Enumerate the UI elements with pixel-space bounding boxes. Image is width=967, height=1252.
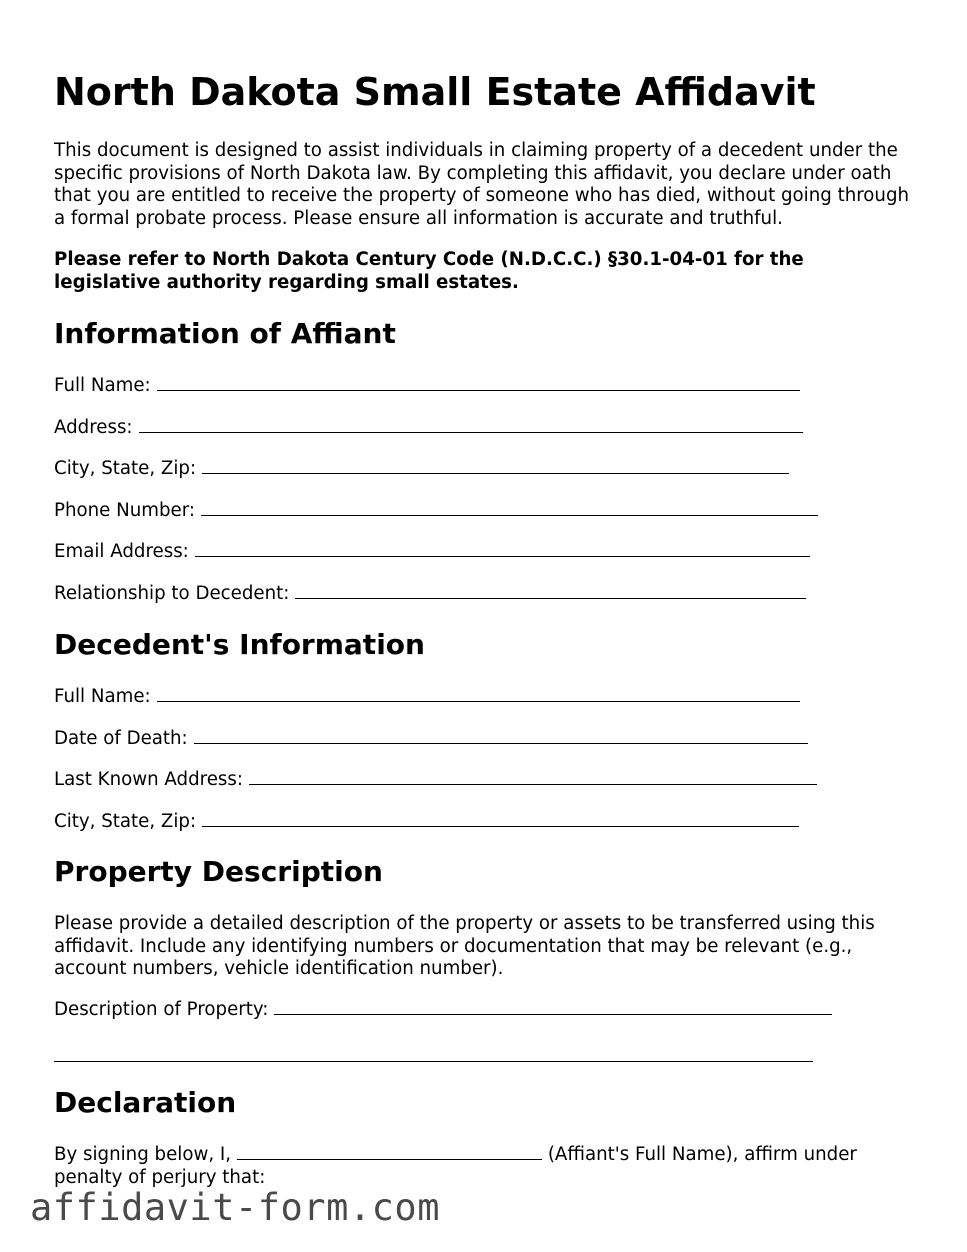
field-blank-line[interactable] <box>194 728 808 744</box>
property-description-field[interactable] <box>54 998 832 1022</box>
declaration-prefix: By signing below, I, <box>54 1144 232 1165</box>
affiant-relationship-field[interactable] <box>54 582 806 606</box>
decedent-full-name-field[interactable] <box>54 685 800 709</box>
field-blank-line[interactable] <box>249 769 817 785</box>
field-blank-line[interactable] <box>139 417 803 433</box>
field-blank-line[interactable] <box>195 541 810 557</box>
document-title: North Dakota Small Estate Affidavit <box>54 70 816 114</box>
declaration-section-heading: Declaration <box>54 1086 237 1119</box>
property-description-continuation-line[interactable] <box>54 1060 813 1062</box>
decedent-date-of-death-field[interactable] <box>54 727 808 751</box>
field-label: Description of Property: <box>54 999 269 1020</box>
affiant-name-blank-line[interactable] <box>237 1144 542 1160</box>
field-blank-line[interactable] <box>157 375 800 391</box>
field-label: Full Name: <box>54 375 151 396</box>
intro-paragraph: This document is designed to assist individuals in claiming property of a decedent under the specific provisions of North Dakota law. By completing this affidavit, you declare under oath that you are entitled to receive the property of someone who has died, without going through a formal probate process. Please ensure all information is accurate and truthful. <box>54 140 910 229</box>
field-blank-line[interactable] <box>201 500 818 516</box>
legal-reference-note: Please refer to North Dakota Century Code (N.D.C.C.) §30.1-04-01 for the legislative authority regarding small estates. <box>54 249 804 293</box>
field-label: Email Address: <box>54 541 189 562</box>
field-blank-line[interactable] <box>274 999 832 1015</box>
declaration-statement <box>54 1144 914 1189</box>
decedent-city-state-zip-field[interactable] <box>54 810 799 834</box>
affiant-address-field[interactable] <box>54 416 803 440</box>
affiant-section-heading: Information of Affiant <box>54 317 396 350</box>
field-label: Address: <box>54 417 133 438</box>
affiant-phone-field[interactable] <box>54 499 818 523</box>
declaration-suffix: (Affiant's Full Name), affirm under penalty of perjury that: <box>54 1144 857 1188</box>
field-label: Date of Death: <box>54 728 188 749</box>
affiant-full-name-field[interactable] <box>54 374 800 398</box>
field-label: Last Known Address: <box>54 769 243 790</box>
field-blank-line[interactable] <box>202 811 799 827</box>
field-blank-line[interactable] <box>295 583 806 599</box>
property-section-heading: Property Description <box>54 855 383 888</box>
field-label: Full Name: <box>54 686 151 707</box>
affiant-city-state-zip-field[interactable] <box>54 457 789 481</box>
watermark: affidavit-form.com <box>30 1186 440 1229</box>
affiant-email-field[interactable] <box>54 540 810 564</box>
property-instructions: Please provide a detailed description of the property or assets to be transferred using this affidavit. Include any identifying numbers or documentation that may be relevant (e.g., account numbers, vehicle identification number). <box>54 913 875 980</box>
field-blank-line[interactable] <box>202 458 789 474</box>
decedent-last-address-field[interactable] <box>54 768 817 792</box>
field-blank-line[interactable] <box>157 686 800 702</box>
field-label: Relationship to Decedent: <box>54 583 290 604</box>
field-label: Phone Number: <box>54 500 195 521</box>
field-label: City, State, Zip: <box>54 458 197 479</box>
decedent-section-heading: Decedent's Information <box>54 628 425 661</box>
field-label: City, State, Zip: <box>54 811 197 832</box>
